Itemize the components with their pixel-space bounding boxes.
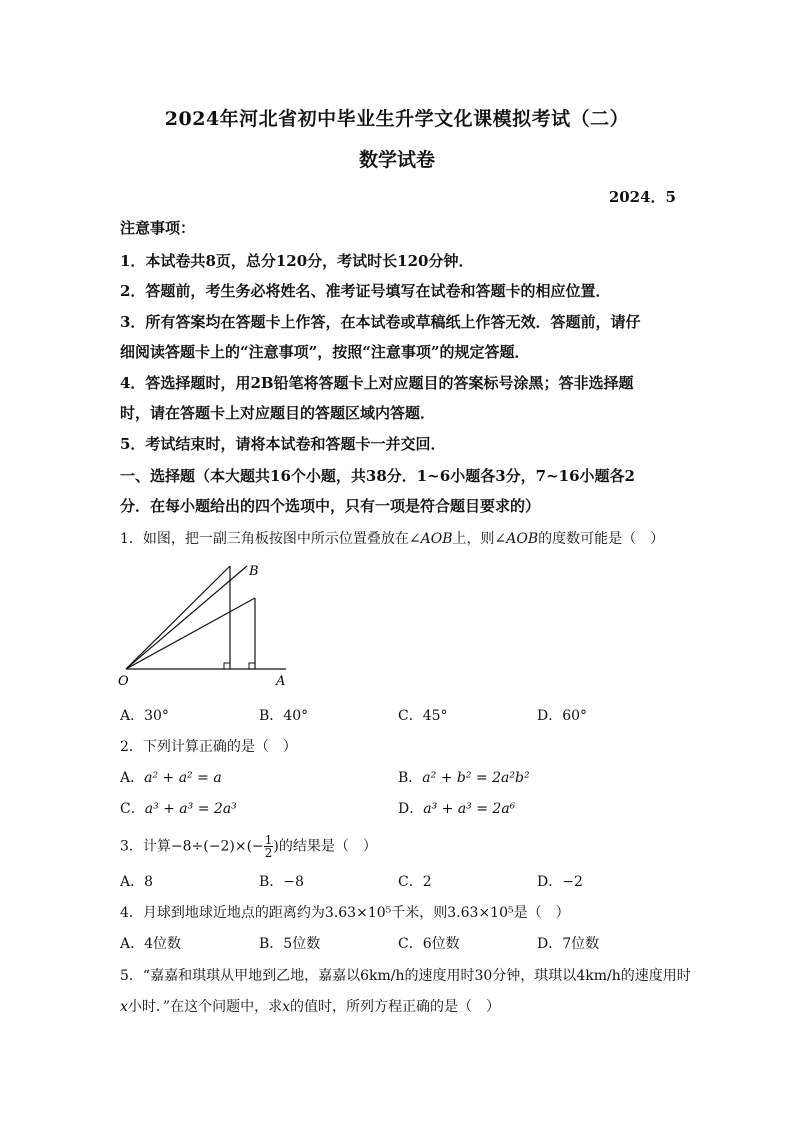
right-angle-mark-2 (249, 663, 255, 669)
q5-text: 小时．”在这个问题中，求 (127, 999, 283, 1015)
label-b: B (249, 564, 259, 579)
question-3-stem (120, 834, 680, 859)
q1-stem-part: 上，则 (452, 531, 495, 547)
question-4-stem (120, 903, 680, 923)
q2-option-a (120, 768, 222, 788)
q3-frac-den: 2 (264, 846, 273, 860)
question-2-stem: 2．下列计算正确的是（ ） (120, 739, 297, 755)
q2-expr: 2a⁶ (492, 801, 516, 817)
q2-option-d (398, 799, 515, 819)
q4-option-a: A．4位数 (120, 936, 182, 952)
notice-item: 4．答选择题时，用2B铅笔将答题卡上对应题目的答案标号涂黑；答非选择题 (120, 374, 634, 392)
q4-stem-part: 是（ ） (513, 905, 570, 921)
q1-figure (110, 558, 300, 690)
q2-option-b (398, 768, 530, 788)
section-heading-line2: 分．在每小题给出的四个选项中，只有一项是符合题目要求的） (120, 497, 541, 515)
triangle-2-hyp (126, 598, 255, 669)
q2-expr: a² + b² = (422, 770, 488, 786)
notice-heading: 注意事项： (120, 219, 196, 237)
label-o: O (118, 674, 129, 689)
q5-text: 5．“嘉嘉和琪琪从甲地到乙地，嘉嘉以 (120, 968, 361, 984)
q2-option-c (120, 799, 237, 819)
q1-option-c: C．45° (398, 708, 448, 724)
notice-item: 5．考试结束时，请将本试卷和答题卡一并交回． (120, 435, 446, 453)
notice-item: 2．答题前，考生务必将姓名、准考证号填写在试卷和答题卡的相应位置． (120, 282, 611, 300)
notice-item: 3．所有答案均在答题卡上作答，在本试卷或草稿纸上作答无效．答题前，请仔 (120, 313, 641, 331)
q3-option-a: A．8 (120, 874, 154, 890)
q4-value: 3.63×10⁵ (324, 905, 392, 921)
q3-expr-end: ) (273, 838, 279, 855)
q2-expr: a (213, 770, 222, 786)
q1-option-b: B．40° (259, 708, 309, 724)
question-1-stem (120, 529, 680, 549)
section-heading-line1: 一、选择题（本大题共16个小题，共38分．1~6小题各3分，7~16小题各2 (120, 467, 635, 485)
q2-option-label: A． (120, 770, 145, 786)
q1-stem-part: 1．如图，把一副三角板按图中所示位置叠放在 (120, 531, 409, 547)
q5-var: x (120, 999, 128, 1015)
q3-expr: −8÷(−2)×(− (170, 838, 264, 855)
q4-option-b: B．5位数 (259, 936, 321, 952)
q5-text: 的速度用时30分钟，琪琪以 (404, 968, 577, 984)
q2-option-label: C． (120, 801, 145, 817)
notice-item: 细阅读答题卡上的“注意事项”，按照“注意事项”的规定答题． (120, 343, 530, 361)
q1-option-a: A．30° (120, 708, 169, 724)
q3-stem-part: 的结果是（ ） (278, 838, 377, 855)
q3-option-d: D．−2 (537, 874, 583, 890)
q5-text: 的值时，所列方程正确的是（ ） (289, 999, 500, 1015)
triangle-1-hyp (126, 566, 230, 669)
q2-expr: 2a³ (213, 801, 237, 817)
exam-title: 2024年河北省初中毕业生升学文化课模拟考试（二） (164, 108, 630, 130)
q1-option-d: D．60° (537, 708, 588, 724)
q1-angle: ∠AOB (408, 531, 453, 547)
q5-var: x (282, 999, 290, 1015)
q4-value: 3.63×10⁵ (447, 905, 514, 921)
q5-speed: 4km/h (576, 968, 621, 984)
q3-fraction (264, 834, 274, 859)
label-a: A (276, 674, 286, 689)
question-5-line2 (120, 997, 680, 1017)
q2-expr: 2a²b² (492, 770, 530, 786)
q3-frac-num: 1 (264, 833, 273, 847)
q2-expr: a³ + a³ = (144, 801, 210, 817)
q4-stem-part: 千米，则 (391, 905, 448, 921)
q3-option-c: C．2 (398, 874, 432, 890)
q1-stem-part: 的度数可能是（ ） (538, 531, 665, 547)
ray-ob (126, 566, 247, 669)
right-angle-mark-1 (224, 663, 230, 669)
q1-angle: ∠AOB (494, 531, 539, 547)
q5-speed: 6km/h (360, 968, 405, 984)
exam-subtitle: 数学试卷 (358, 149, 435, 171)
exam-date: 2024．5 (608, 188, 676, 206)
question-5-line1 (120, 966, 691, 986)
q2-option-label: B． (398, 770, 423, 786)
q4-option-c: C．6位数 (398, 936, 460, 952)
q2-expr: a³ + a³ = (423, 801, 488, 817)
q3-option-b: B．−8 (259, 874, 304, 890)
q2-expr: a² + a² = (144, 770, 209, 786)
q4-option-d: D．7位数 (537, 936, 600, 952)
q5-text: 的速度用时 (620, 968, 691, 984)
notice-item: 1．本试卷共8页，总分120分，考试时长120分钟． (120, 252, 474, 270)
q3-stem-part: 3．计算 (120, 838, 171, 855)
notice-item: 时，请在答题卡上对应题目的答题区域内答题． (120, 404, 436, 422)
q4-stem-part: 4．月球到地球近地点的距离约为 (120, 905, 325, 921)
q2-option-label: D． (398, 801, 424, 817)
